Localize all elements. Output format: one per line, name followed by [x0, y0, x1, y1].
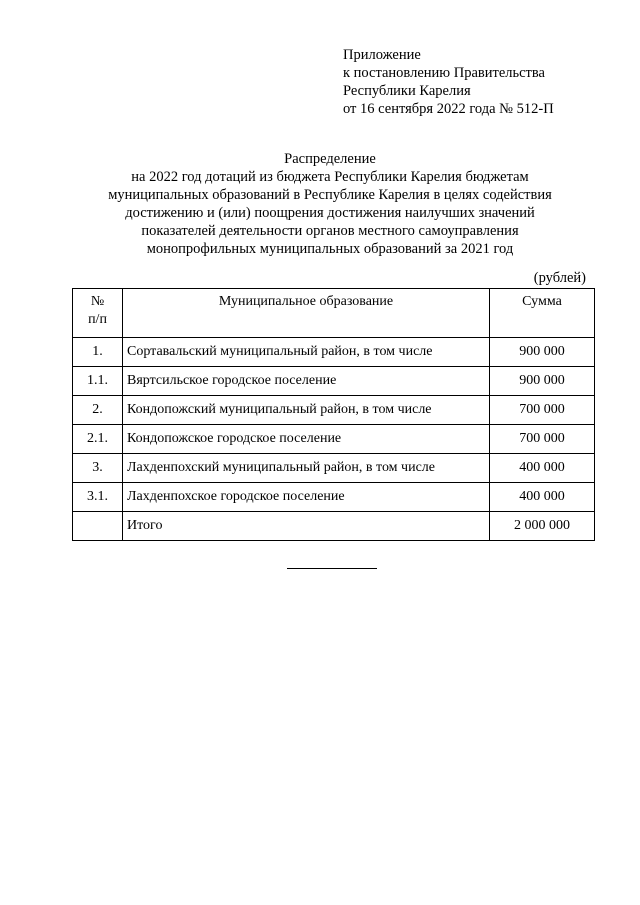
- row-num: 1.1.: [73, 367, 123, 396]
- table-row: [73, 367, 595, 396]
- appendix-line: к постановлению Правительства: [343, 65, 545, 81]
- row-sum: 2 000 000: [490, 512, 595, 541]
- row-sum: 900 000: [490, 367, 595, 396]
- appendix-line: от 16 сентября 2022 года № 512-П: [343, 101, 554, 117]
- heading-line: достижению и (или) поощрения достижения наилучших значений: [125, 205, 535, 221]
- row-name: Итого: [123, 512, 490, 541]
- heading-line: показателей деятельности органов местного самоуправления: [141, 223, 519, 239]
- heading-line: монопрофильных муниципальных образований за 2021 год: [146, 241, 514, 257]
- closing-rule: [287, 568, 377, 569]
- row-num: 2.: [73, 396, 123, 425]
- appendix-line: Приложение: [343, 47, 421, 63]
- table-header-row: [73, 289, 595, 338]
- row-sum: 900 000: [490, 338, 595, 367]
- row-name: Вяртсильское городское поселение: [123, 367, 490, 396]
- row-name: Кондопожское городское поселение: [123, 425, 490, 454]
- row-num: 3.1.: [73, 483, 123, 512]
- row-name: Лахденпохское городское поселение: [123, 483, 490, 512]
- table-row: [73, 396, 595, 425]
- heading-line: муниципальных образований в Республике Карелия в целях содействия: [108, 187, 552, 203]
- appendix-block: [343, 46, 554, 118]
- document-heading: [60, 150, 600, 258]
- header-name: Муниципальное образование: [123, 289, 490, 338]
- row-sum: 400 000: [490, 454, 595, 483]
- header-num-line: п/п: [88, 312, 107, 327]
- row-num: [73, 512, 123, 541]
- table-total-row: [73, 512, 595, 541]
- table-row: [73, 483, 595, 512]
- table-row: [73, 425, 595, 454]
- row-num: 3.: [73, 454, 123, 483]
- table-row: [73, 454, 595, 483]
- distribution-table: [72, 288, 595, 541]
- document-title: Распределение: [284, 151, 376, 167]
- table-row: [73, 338, 595, 367]
- appendix-line: Республики Карелия: [343, 83, 471, 99]
- row-num: 2.1.: [73, 425, 123, 454]
- heading-line: на 2022 год дотаций из бюджета Республики Карелия бюджетам: [131, 169, 529, 185]
- row-name: Лахденпохский муниципальный район, в том числе: [123, 454, 490, 483]
- header-sum: Сумма: [490, 289, 595, 338]
- header-num-line: №: [90, 294, 105, 309]
- row-name: Сортавальский муниципальный район, в том числе: [123, 338, 490, 367]
- row-sum: 700 000: [490, 425, 595, 454]
- units-label: (рублей): [533, 270, 586, 286]
- row-num: 1.: [73, 338, 123, 367]
- row-sum: 400 000: [490, 483, 595, 512]
- header-num: [73, 289, 123, 338]
- row-name: Кондопожский муниципальный район, в том числе: [123, 396, 490, 425]
- row-sum: 700 000: [490, 396, 595, 425]
